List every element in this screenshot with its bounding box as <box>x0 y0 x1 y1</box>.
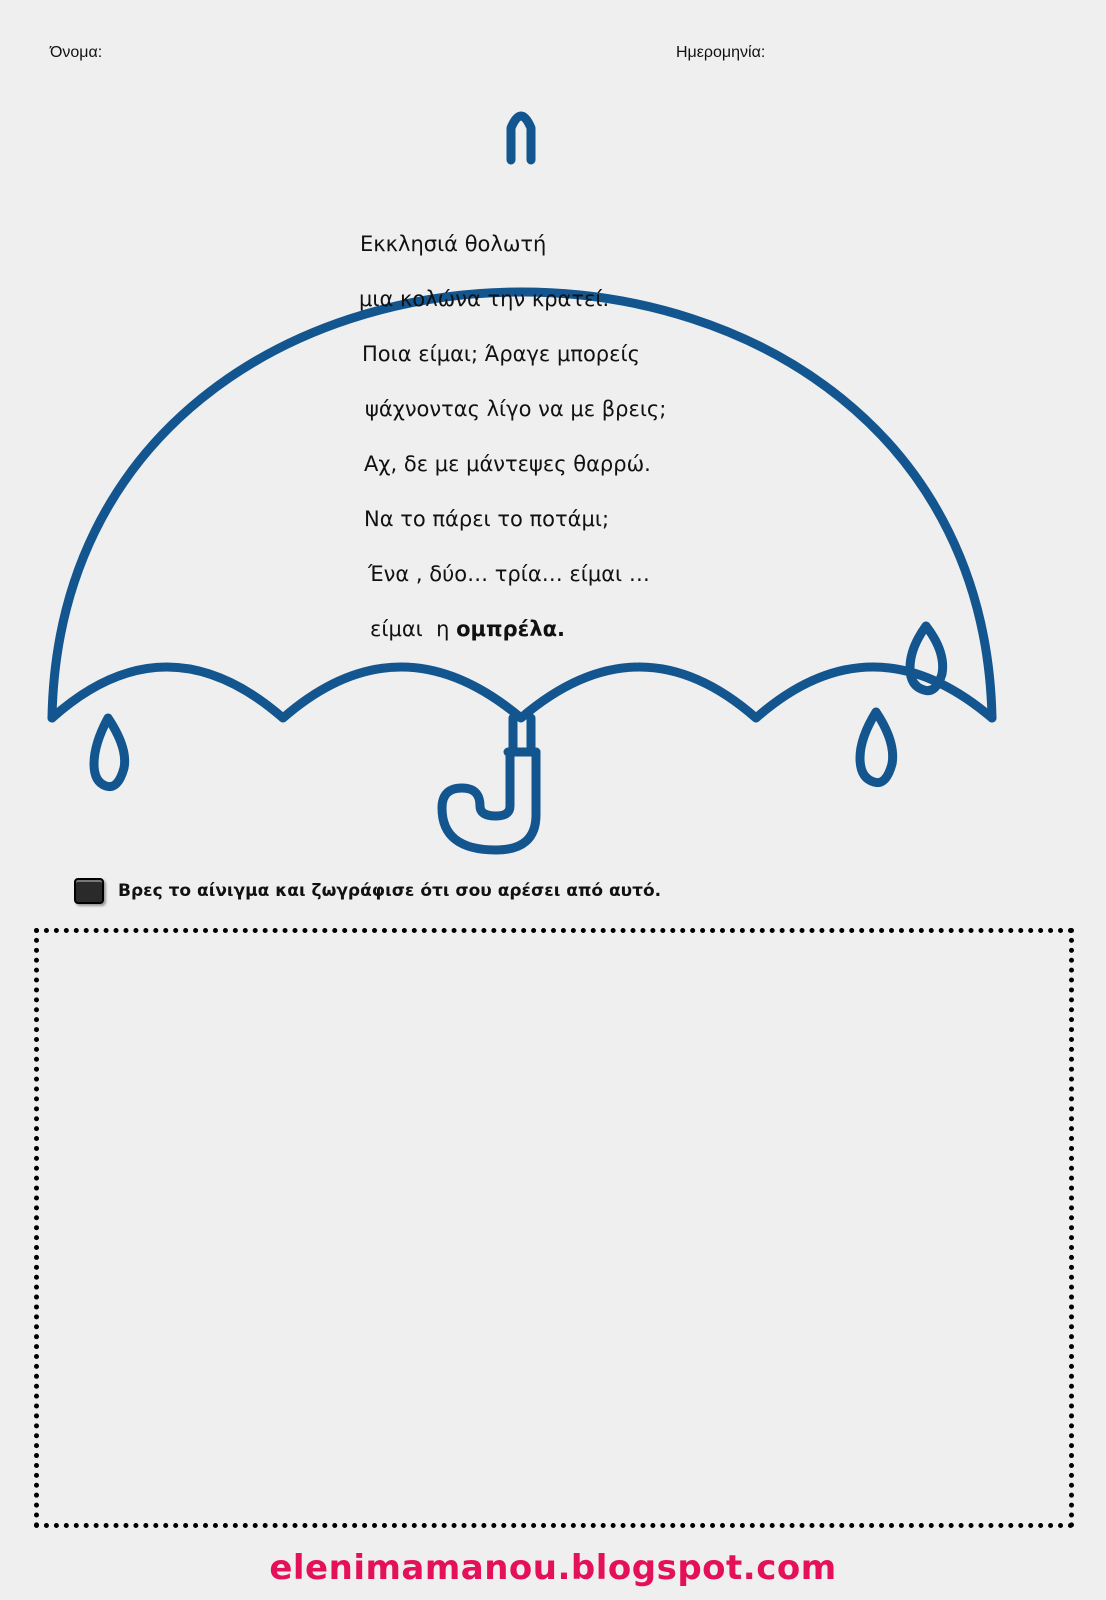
umbrella-scallops <box>52 667 992 718</box>
riddle-line-6: Να το πάρει το ποτάμι; <box>364 507 610 531</box>
riddle-line-8 <box>370 617 565 641</box>
instruction <box>74 876 661 906</box>
umbrella-tip <box>511 116 531 160</box>
date-label: Ημερομηνία: <box>676 44 766 61</box>
riddle-line-7: Ένα , δύο… τρία… είμαι … <box>368 562 650 586</box>
instruction-text: Βρες το αίνιγμα και ζωγράφισε ότι σου αρέσει από αυτό. <box>118 881 662 901</box>
riddle-line-5: Αχ, δε με μάντεψες θαρρώ. <box>364 452 651 476</box>
riddle-line-4: ψάχνοντας λίγο να με βρεις; <box>365 397 667 421</box>
umbrella-handle <box>442 752 536 850</box>
riddle-line-3: Ποια είμαι; Άραγε μπορείς <box>362 342 640 366</box>
riddle-line-2: μια κολώνα την κρατεί. <box>359 287 610 311</box>
raindrop-right-bottom <box>860 712 893 783</box>
riddle-answer: ομπρέλα. <box>456 617 566 641</box>
name-label: Όνομα: <box>50 44 103 61</box>
black-square-bullet-icon <box>74 878 104 904</box>
raindrop-left <box>94 718 125 787</box>
drawing-area[interactable] <box>34 928 1074 1528</box>
footer-url: elenimamanou.blogspot.com <box>269 1548 837 1588</box>
riddle-line-8-prefix: είμαι η <box>370 617 457 641</box>
riddle-line-1: Εκκλησιά θολωτή <box>360 232 547 256</box>
umbrella-shaft <box>508 718 536 752</box>
